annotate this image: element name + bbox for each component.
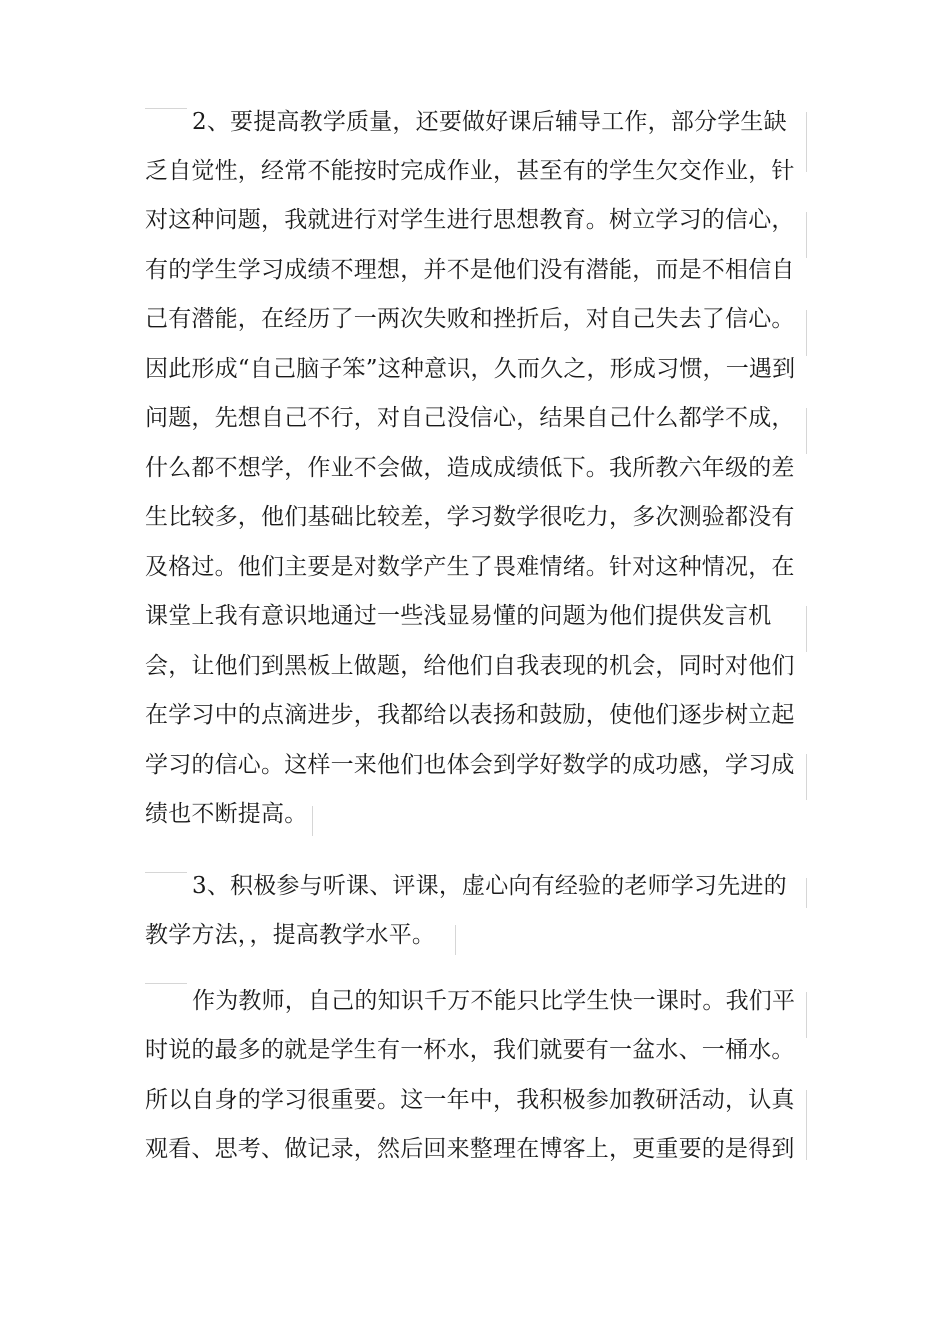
layout-guide bbox=[806, 878, 807, 908]
paragraph-3-line: 所以自身的学习很重要。这一年中，我积极参加教研活动，认真 bbox=[145, 1087, 795, 1113]
layout-guide bbox=[145, 983, 187, 984]
paragraph-2-line: 教学方法，，提高教学水平。 bbox=[145, 922, 436, 948]
paragraph-1-line: 生比较多，他们基础比较差，学习数学很吃力，多次测验都没有 bbox=[145, 504, 795, 530]
paragraph-1-line: 课堂上我有意识地通过一些浅显易懂的问题为他们提供发言机 bbox=[145, 603, 772, 629]
layout-guide bbox=[806, 112, 807, 172]
paragraph-1-line: 乏自觉性，经常不能按时完成作业，甚至有的学生欠交作业，针 bbox=[145, 158, 795, 184]
paragraph-1-line: 有的学生学习成绩不理想，并不是他们没有潜能，而是不相信自 bbox=[145, 257, 795, 283]
paragraph-1-line: 学习的信心。这样一来他们也体会到学好数学的成功感，学习成 bbox=[145, 752, 795, 778]
paragraph-1-line: 2、要提高教学质量，还要做好课后辅导工作，部分学生缺 bbox=[192, 109, 787, 135]
paragraph-1-line: 在学习中的点滴进步，我都给以表扬和鼓励，使他们逐步树立起 bbox=[145, 702, 795, 728]
paragraph-1-line: 及格过。他们主要是对数学产生了畏难情绪。针对这种情况，在 bbox=[145, 554, 795, 580]
layout-guide bbox=[312, 806, 313, 836]
layout-guide bbox=[806, 606, 807, 652]
layout-guide bbox=[806, 408, 807, 454]
paragraph-1-line: 因此形成“自己脑子笨”这种意识，久而久之，形成习惯，一遇到 bbox=[145, 356, 796, 382]
paragraph-1-line: 会，让他们到黑板上做题，给他们自我表现的机会，同时对他们 bbox=[145, 653, 795, 679]
layout-guide bbox=[145, 872, 187, 873]
paragraph-3-line: 观看、思考、做记录，然后回来整理在博客上，更重要的是得到 bbox=[145, 1136, 795, 1162]
paragraph-1-line: 绩也不断提高。 bbox=[145, 801, 308, 827]
paragraph-2-line: 3、积极参与听课、评课，虚心向有经验的老师学习先进的 bbox=[192, 873, 787, 899]
paragraph-1-line: 对这种问题，我就进行对学生进行思想教育。树立学习的信心， bbox=[145, 207, 795, 233]
paragraph-3-line: 时说的最多的就是学生有一杯水，我们就要有一盆水、一桶水。 bbox=[145, 1037, 795, 1063]
layout-guide bbox=[145, 108, 187, 109]
layout-guide bbox=[455, 925, 456, 955]
paragraph-3-line: 作为教师，自己的知识千万不能只比学生快一课时。我们平 bbox=[192, 988, 796, 1014]
layout-guide bbox=[806, 310, 807, 356]
paragraph-1-line: 己有潜能，在经历了一两次失败和挫折后，对自己失去了信心。 bbox=[145, 306, 795, 332]
paragraph-1-line: 什么都不想学，作业不会做，造成成绩低下。我所教六年级的差 bbox=[145, 455, 795, 481]
paragraph-1-line: 问题，先想自己不行，对自己没信心，结果自己什么都学不成， bbox=[145, 405, 795, 431]
layout-guide bbox=[806, 212, 807, 258]
layout-guide bbox=[806, 992, 807, 1038]
layout-guide bbox=[806, 754, 807, 800]
layout-guide bbox=[806, 1090, 807, 1160]
